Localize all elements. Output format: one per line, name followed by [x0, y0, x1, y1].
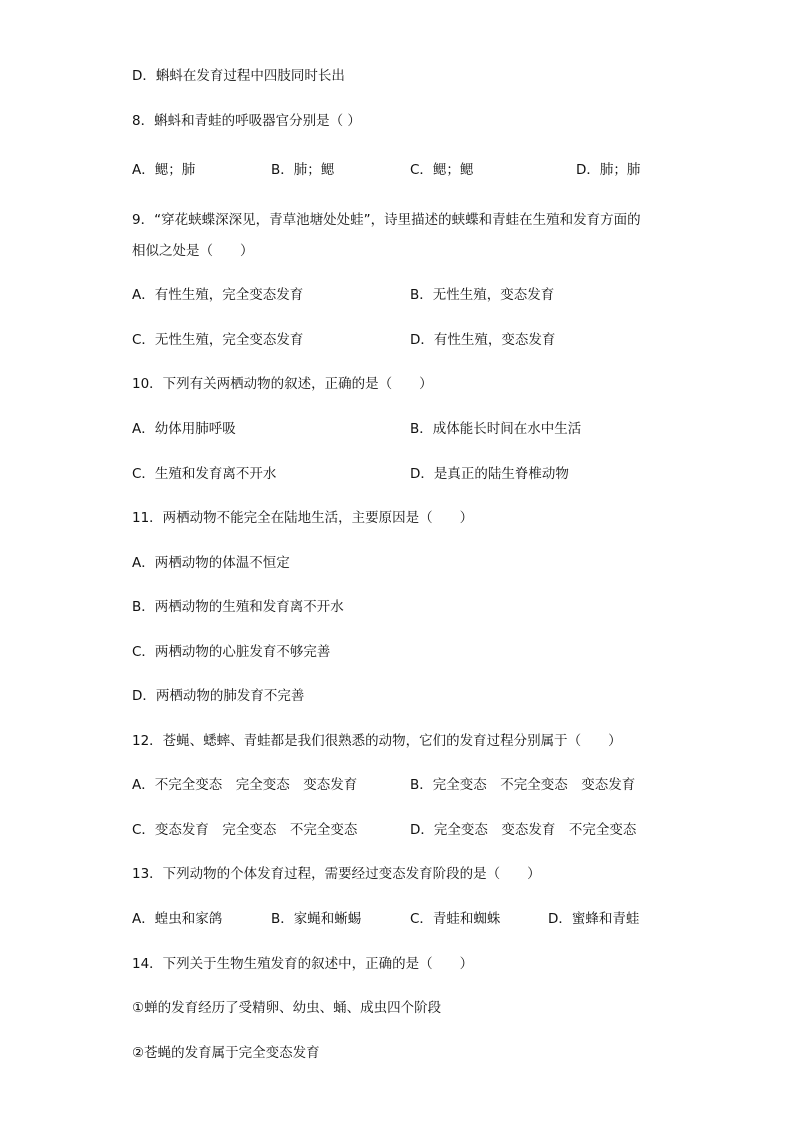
question-11: 11．两栖动物不能完全在陆地生活，主要原因是（ ） — [132, 510, 474, 526]
q11-option-a: A．两栖动物的体温不恒定 — [132, 555, 290, 571]
q11-option-b: B．两栖动物的生殖和发育离不开水 — [132, 599, 344, 615]
q11-option-d: D．两栖动物的肺发育不完善 — [132, 688, 305, 704]
q8-option-c: C．鳃；鳃 — [410, 162, 474, 178]
q9-option-b: B．无性生殖，变态发育 — [410, 287, 555, 303]
q10-option-a: A．幼体用肺呼吸 — [132, 421, 236, 437]
question-10: 10．下列有关两栖动物的叙述，正确的是（ ） — [132, 376, 433, 392]
q9-option-c: C．无性生殖，完全变态发育 — [132, 332, 304, 348]
q13-option-d: D．蜜蜂和青蛙 — [548, 911, 640, 927]
q10-option-c: C．生殖和发育离不开水 — [132, 466, 277, 482]
q9-option-a: A．有性生殖，完全变态发育 — [132, 287, 304, 303]
question-12: 12．苍蝇、蟋蟀、青蛙都是我们很熟悉的动物，它们的发育过程分别属于（ ） — [132, 733, 622, 749]
question-8: 8．蝌蚪和青蛙的呼吸器官分别是（ ） — [132, 113, 361, 129]
q12-option-c: C．变态发育 完全变态 不完全变态 — [132, 822, 358, 838]
q7-option-d: D．蝌蚪在发育过程中四肢同时长出 — [132, 68, 345, 84]
question-9-line-2: 相似之处是（ ） — [132, 243, 254, 259]
q14-statement-1: ①蝉的发育经历了受精卵、幼虫、蛹、成虫四个阶段 — [132, 1000, 442, 1016]
q9-option-d: D．有性生殖，变态发育 — [410, 332, 556, 348]
q13-option-b: B．家蝇和蜥蜴 — [271, 911, 362, 927]
question-9-line-1: 9．“穿花蛱蝶深深见，青草池塘处处蛙”，诗里描述的蛱蝶和青蛙在生殖和发育方面的 — [132, 212, 641, 228]
q13-option-c: C．青蛙和蜘蛛 — [410, 911, 501, 927]
q12-option-b: B．完全变态 不完全变态 变态发育 — [410, 777, 636, 793]
q12-option-a: A．不完全变态 完全变态 变态发育 — [132, 777, 358, 793]
q8-option-b: B．肺；鳃 — [271, 162, 335, 178]
question-14: 14．下列关于生物生殖发育的叙述中，正确的是（ ） — [132, 956, 474, 972]
q10-option-d: D．是真正的陆生脊椎动物 — [410, 466, 569, 482]
q13-option-a: A．蝗虫和家鸽 — [132, 911, 223, 927]
q10-option-b: B．成体能长时间在水中生活 — [410, 421, 582, 437]
q11-option-c: C．两栖动物的心脏发育不够完善 — [132, 644, 331, 660]
q12-option-d: D．完全变态 变态发育 不完全变态 — [410, 822, 637, 838]
q8-option-d: D．肺；肺 — [576, 162, 641, 178]
q14-statement-2: ②苍蝇的发育属于完全变态发育 — [132, 1045, 320, 1061]
question-13: 13．下列动物的个体发育过程，需要经过变态发育阶段的是（ ） — [132, 866, 541, 882]
q8-option-a: A．鳃；肺 — [132, 162, 196, 178]
